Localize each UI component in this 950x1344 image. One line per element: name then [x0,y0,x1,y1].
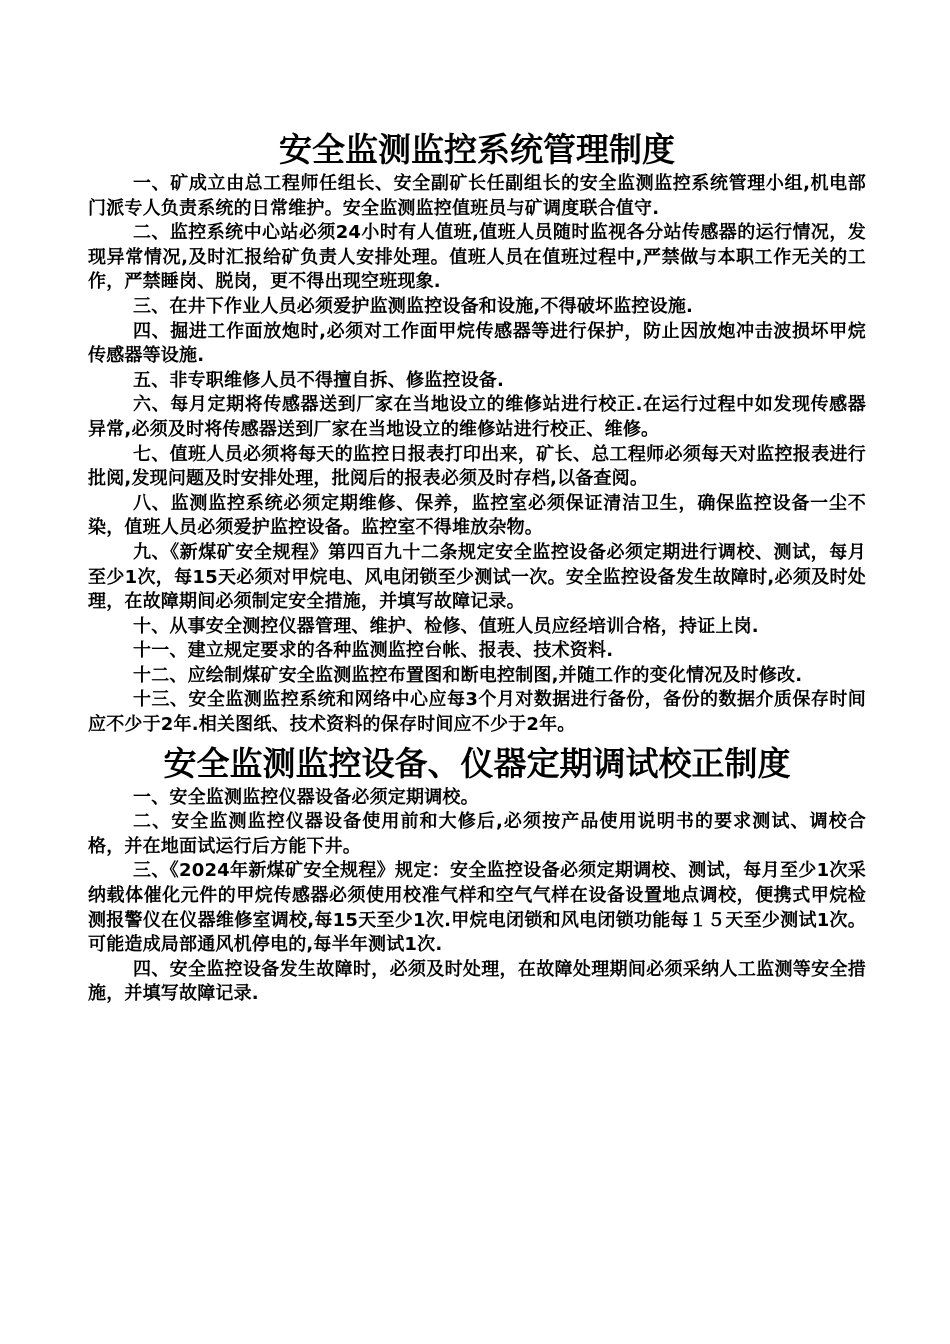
section1-paragraph-13: 十三、安全监测监控系统和网络中心应每3个月对数据进行备份，备份的数据介质保存时间应不少于2年.相关图纸、技术资料的保存时间应不少于2年。 [88,689,866,736]
section1-paragraph-1: 一、矿成立由总工程师任组长、安全副矿长任副组长的安全监测监控系统管理小组,机电部门派专人负责系统的日常维护。安全监测监控值班员与矿调度联合值守. [88,173,866,219]
section2-paragraph-2: 二、安全监测监控仪器设备使用前和大修后,必须按产品使用说明书的要求测试、调校合格，并在地面试运行后方能下井。 [88,811,866,857]
section1-paragraph-7: 七、值班人员必须将每天的监控日报表打印出来，矿长、总工程师必须每天对监控报表进行批阅,发现问题及时安排处理，批阅后的报表必须及时存档,以备查阅。 [88,443,866,490]
section2-paragraph-3: 三、《2024年新煤矿安全规程》规定：安全监控设备必须定期调校、测试，每月至少1次采纳载体催化元件的甲烷传感器必须使用校准气样和空气气样在设备设置地点调校，便携式甲烷检测报警仪在仪器维修室调校,每15天至少1次.甲烷电闭锁和风电闭锁功能每１５天至少测试1次。可能造成局部通风机停电的,每半年测试1次. [88,860,866,956]
section1-paragraph-10: 十、从事安全测控仪器管理、维护、检修、值班人员应经培训合格，持证上岗. [133,615,759,637]
section1-paragraph-4: 四、掘进工作面放炮时,必须对工作面甲烷传感器等进行保护，防止因放炮冲击波损坏甲烷传感器等设施. [88,320,866,367]
section1-title: 安全监测监控系统管理制度 [279,130,675,169]
section1-paragraph-9: 九、《新煤矿安全规程》第四百九十二条规定安全监控设备必须定期进行调校、测试，每月至少1次，每15天必须对甲烷电、风电闭锁至少测试一次。安全监控设备发生故障时,必须及时处理，在故障期间必须制定安全措施，并填写故障记录。 [88,541,866,613]
section2-title: 安全监测监控设备、仪器定期调试校正制度 [163,743,791,783]
section1-paragraph-5: 五、非专职维修人员不得擅自拆、修监控设备. [133,369,505,391]
section1-paragraph-12: 十二、应绘制煤矿安全监测监控布置图和断电控制图,并随工作的变化情况及时修改. [133,664,803,686]
section1-paragraph-8: 八、监测监控系统必须定期维修、保养，监控室必须保证清洁卫生，确保监控设备一尘不染，值班人员必须爱护监控设备。监控室不得堆放杂物。 [88,492,866,539]
section1-paragraph-2: 二、监控系统中心站必须24小时有人值班,值班人员随时监视各分站传感器的运行情况，发现异常情况,及时汇报给矿负责人安排处理。值班人员在值班过程中,严禁做与本职工作无关的工作，严禁睡岗、脱岗，更不得出现空班现象. [88,222,866,293]
section2-paragraph-4: 四、安全监控设备发生故障时，必须及时处理，在故障处理期间必须采纳人工监测等安全措施，并填写故障记录. [88,958,866,1005]
section1-paragraph-3: 三、在井下作业人员必须爱护监测监控设备和设施,不得破坏监控设施. [133,295,694,317]
document-page [88,128,866,1007]
section1-paragraph-6: 六、每月定期将传感器送到厂家在当地设立的维修站进行校正.在运行过程中如发现传感器异常,必须及时将传感器送到厂家在当地设立的维修站进行校正、维修。 [88,394,866,440]
section2-paragraph-1: 一、安全监测监控仪器设备必须定期调校。 [133,786,479,808]
section1-paragraph-11: 十一、建立规定要求的各种监测监控台帐、报表、技术资料. [133,640,614,662]
